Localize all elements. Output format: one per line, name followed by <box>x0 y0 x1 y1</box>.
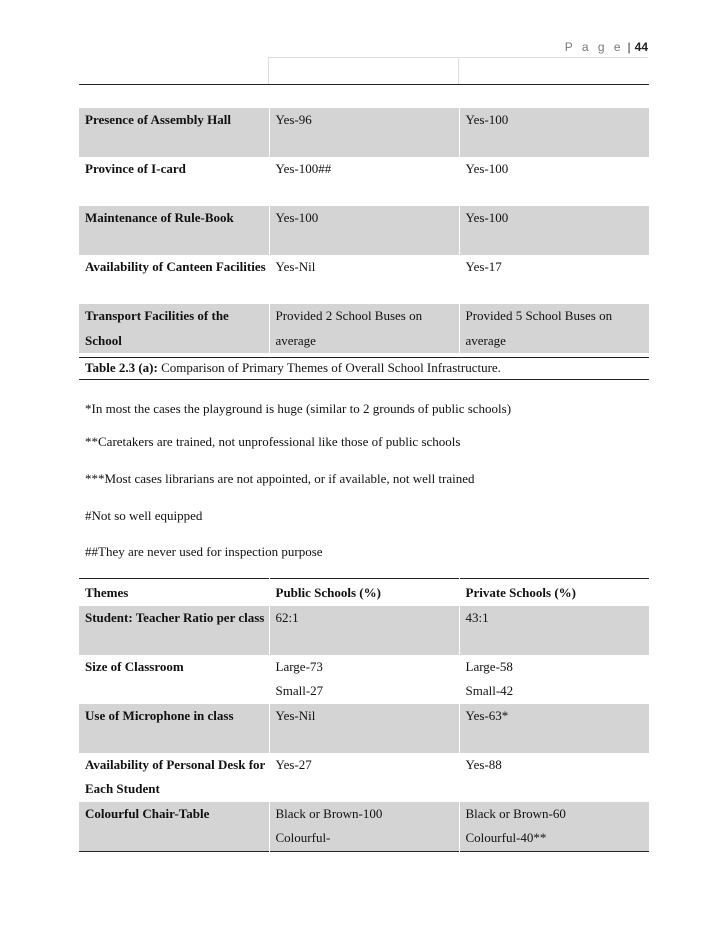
table-row <box>79 802 649 852</box>
caption-text: Comparison of Primary Themes of Overall School Infrastructure. <box>157 360 501 375</box>
column-divider <box>268 57 269 85</box>
theme-cell: Availability of Personal Desk for Each Student <box>79 753 269 802</box>
page-separator: | <box>627 40 631 54</box>
table-row <box>79 655 649 704</box>
private-cell: Yes-100 <box>459 157 649 206</box>
footnote: *In most the cases the playground is huge (similar to 2 grounds of public schools) <box>85 401 512 416</box>
footnote: #Not so well equipped <box>85 508 203 523</box>
theme-cell: Province of I-card <box>79 157 269 206</box>
footnote: ##They are never used for inspection purpose <box>85 544 323 559</box>
theme-cell: Maintenance of Rule-Book <box>79 206 269 255</box>
public-cell: 62:1 <box>269 606 459 655</box>
column-divider <box>458 57 459 85</box>
infrastructure-table <box>79 108 649 353</box>
table-top-rule <box>79 84 649 85</box>
private-cell: Black or Brown-60 Colourful-40** <box>459 802 649 852</box>
public-cell: Large-73 Small-27 <box>269 655 459 704</box>
theme-cell: Availability of Canteen Facilities <box>79 255 269 304</box>
private-cell: Large-58 Small-42 <box>459 655 649 704</box>
page-number: 44 <box>634 40 648 54</box>
page-header <box>565 40 648 54</box>
private-cell: Provided 5 School Buses on average <box>459 304 649 353</box>
table-caption <box>79 357 649 380</box>
public-cell: Yes-Nil <box>269 255 459 304</box>
table-row <box>79 704 649 753</box>
public-cell: Yes-Nil <box>269 704 459 753</box>
table-row <box>79 157 649 206</box>
public-cell: Provided 2 School Buses on average <box>269 304 459 353</box>
theme-cell: Student: Teacher Ratio per class <box>79 606 269 655</box>
public-cell: Yes-96 <box>269 108 459 157</box>
private-cell: Yes-100 <box>459 206 649 255</box>
table-row <box>79 255 649 304</box>
footnote: ***Most cases librarians are not appointed, or if available, not well trained <box>85 471 475 486</box>
theme-cell: Transport Facilities of the School <box>79 304 269 353</box>
private-cell: Yes-88 <box>459 753 649 802</box>
table-header-row <box>79 579 649 606</box>
theme-cell: Size of Classroom <box>79 655 269 704</box>
theme-cell: Colourful Chair-Table <box>79 802 269 852</box>
table-row <box>79 304 649 353</box>
table-row <box>79 606 649 655</box>
footnote: **Caretakers are trained, not unprofessional like those of public schools <box>85 434 461 449</box>
caption-label: Table 2.3 (a): <box>85 360 158 375</box>
private-cell: Yes-17 <box>459 255 649 304</box>
public-cell: Black or Brown-100 Colourful- <box>269 802 459 852</box>
classroom-table <box>79 578 649 852</box>
private-cell: 43:1 <box>459 606 649 655</box>
private-cell: Yes-100 <box>459 108 649 157</box>
theme-cell: Use of Microphone in class <box>79 704 269 753</box>
header-private: Private Schools (%) <box>459 579 649 606</box>
header-public: Public Schools (%) <box>269 579 459 606</box>
public-cell: Yes-100 <box>269 206 459 255</box>
theme-cell: Presence of Assembly Hall <box>79 108 269 157</box>
private-cell: Yes-63* <box>459 704 649 753</box>
table-row <box>79 206 649 255</box>
public-cell: Yes-100## <box>269 157 459 206</box>
public-cell: Yes-27 <box>269 753 459 802</box>
table-row <box>79 108 649 157</box>
page-label: P a g e <box>564 40 624 54</box>
table-row <box>79 753 649 802</box>
header-themes: Themes <box>79 579 269 606</box>
